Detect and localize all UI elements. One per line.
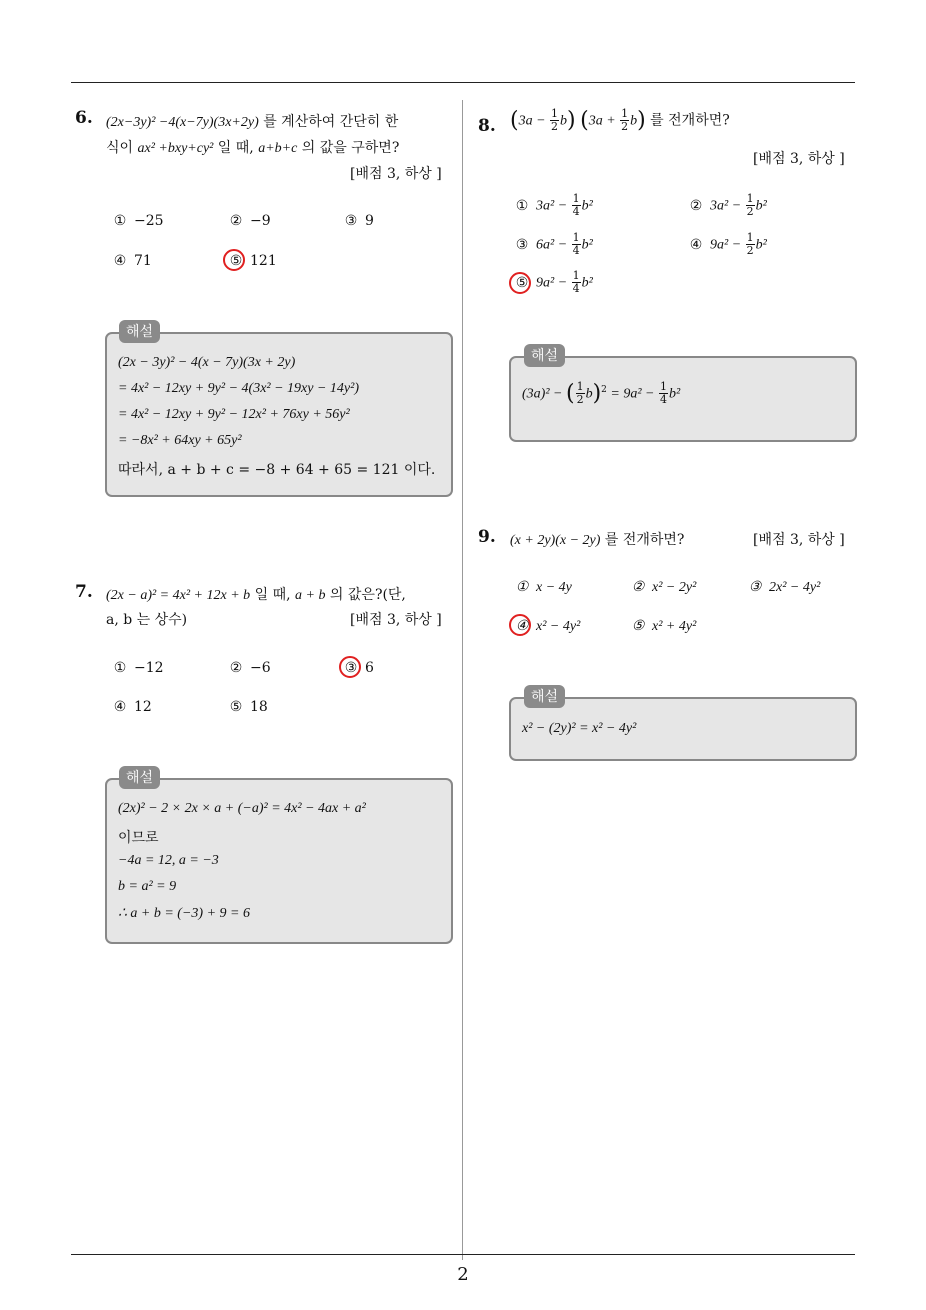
option-3[interactable]: ③ 6: [344, 660, 374, 676]
option-3[interactable]: ③ 9: [344, 213, 374, 229]
option-2[interactable]: ② 3a² − $\frac{1}{2}$ b²: [689, 192, 767, 218]
solution-line: x² − (2y)² = x² − 4y²: [522, 721, 637, 736]
top-rule: [71, 82, 855, 83]
solution-label: 해설: [119, 320, 160, 343]
option-5[interactable]: ⑤ 9a² − $\frac{1}{4}$ b²: [515, 269, 593, 295]
option-4[interactable]: ④ x² − 4y²: [515, 619, 581, 634]
answer-circle-mark: [339, 656, 361, 678]
option-1[interactable]: ① −12: [113, 660, 164, 676]
option-1[interactable]: ① x − 4y: [515, 580, 572, 595]
option-4[interactable]: ④ 9a² − $\frac{1}{2}$ b²: [689, 231, 767, 257]
question-text-line: (2x − a)² = 4x² + 12x + b 일 때, a + b 의 값은?(단,: [106, 587, 406, 603]
page-number: 2: [457, 1264, 469, 1285]
option-2[interactable]: ② x² − 2y²: [631, 580, 697, 595]
solution-line: = 4x² − 12xy + 9y² − 4(3x² − 19xy − 14y²): [118, 381, 360, 396]
question-number: 7.: [75, 582, 93, 602]
question-number: 8.: [478, 116, 496, 136]
solution-line: (2x)² − 2 × 2x × a + (−a)² = 4x² − 4ax + a²: [118, 801, 366, 816]
question-number: 9.: [478, 527, 496, 547]
score-meta: [배점 3, 하상 ]: [753, 532, 845, 548]
answer-circle-mark: [509, 614, 531, 636]
option-2[interactable]: ② −9: [229, 213, 271, 229]
solution-line: = 4x² − 12xy + 9y² − 12x² + 76xy + 56y²: [118, 407, 350, 422]
question-number: 6.: [75, 108, 93, 128]
option-2[interactable]: ② −6: [229, 660, 271, 676]
option-4[interactable]: ④ 12: [113, 699, 152, 715]
option-5[interactable]: ⑤ 18: [229, 699, 268, 715]
option-1[interactable]: ① 3a² − $\frac{1}{4}$ b²: [515, 192, 593, 218]
option-4[interactable]: ④ 71: [113, 253, 152, 269]
question-text-line: (2x−3y)² −4(x−7y)(3x+2y) 를 계산하여 간단히 한: [106, 114, 399, 130]
bottom-rule: [71, 1254, 855, 1255]
solution-line: = −8x² + 64xy + 65y²: [118, 433, 242, 448]
answer-circle-mark: [509, 272, 531, 294]
question-text-line: (3a − $\frac{1}{2}$ b) (3a + $\frac{1}{2}$ b) 를 전개하면?: [510, 107, 730, 133]
question-text-line: (x + 2y)(x − 2y) 를 전개하면?: [510, 532, 685, 548]
option-5[interactable]: ⑤ x² + 4y²: [631, 619, 697, 634]
score-meta: [배점 3, 하상 ]: [350, 166, 442, 182]
score-meta: [배점 3, 하상 ]: [350, 612, 442, 628]
option-1[interactable]: ① −25: [113, 213, 164, 229]
solution-label: 해설: [524, 344, 565, 367]
score-meta: [배점 3, 하상 ]: [753, 151, 845, 167]
option-3[interactable]: ③ 2x² − 4y²: [748, 580, 821, 595]
math-expression: (2x−3y)² −4(x−7y)(3x+2y): [106, 115, 259, 130]
solution-line: (2x − 3y)² − 4(x − 7y)(3x + 2y): [118, 355, 296, 370]
answer-circle-mark: [223, 249, 245, 271]
solution-line: ∴ a + b = (−3) + 9 = 6: [118, 906, 250, 921]
option-5[interactable]: ⑤ 121: [229, 253, 277, 269]
solution-line: b = a² = 9: [118, 879, 177, 894]
solution-label: 해설: [119, 766, 160, 789]
question-text-line: a, b 는 상수): [106, 612, 188, 628]
solution-line: 따라서, a + b + c = −8 + 64 + 65 = 121 이다.: [118, 462, 436, 478]
solution-line: −4a = 12, a = −3: [118, 853, 219, 868]
option-3[interactable]: ③ 6a² − $\frac{1}{4}$ b²: [515, 231, 593, 257]
solution-label: 해설: [524, 685, 565, 708]
column-divider: [462, 100, 463, 1260]
solution-line: 이므로: [118, 830, 159, 846]
solution-line: (3a)² − ( $\frac{1}{2}$ b)$^2$ = 9a² − $\frac{1}{4}$ b²: [522, 380, 681, 406]
question-text-line: 식이 ax² +bxy+cy² 일 때, a+b+c 의 값을 구하면?: [106, 140, 400, 156]
